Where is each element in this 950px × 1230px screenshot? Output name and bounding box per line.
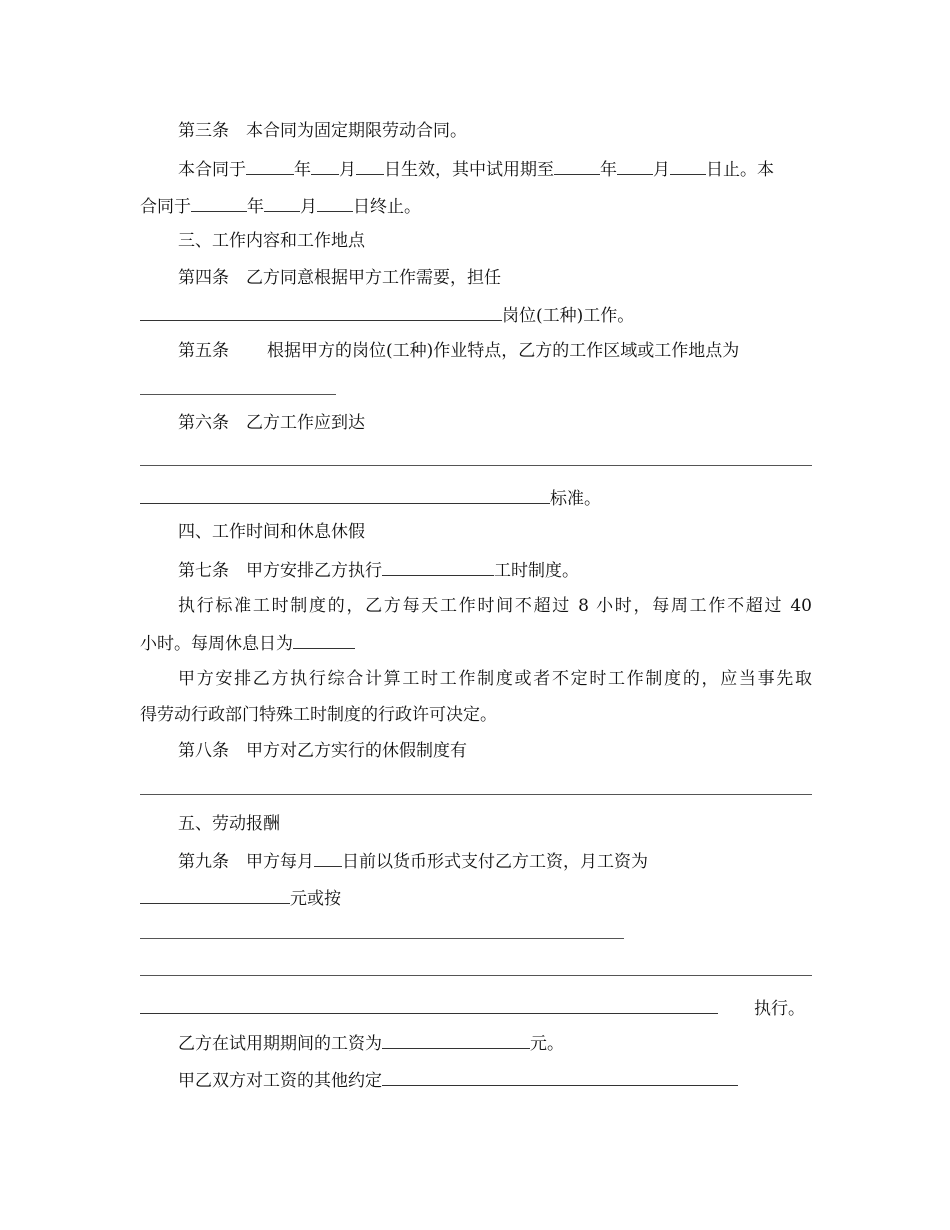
text: 四、工作时间和休息休假 bbox=[178, 522, 365, 542]
start-month-blank[interactable] bbox=[311, 155, 339, 175]
probation-month-blank[interactable] bbox=[617, 155, 653, 175]
pay-day-blank[interactable] bbox=[314, 847, 342, 867]
article-9-line bbox=[178, 847, 812, 873]
salary-method-blank-1[interactable] bbox=[140, 938, 624, 939]
salary-method-blank-2[interactable] bbox=[140, 975, 812, 976]
text: 第四条 乙方同意根据甲方工作需要，担任 bbox=[178, 268, 501, 288]
text: 工时制度。 bbox=[494, 561, 579, 581]
text: 三、工作内容和工作地点 bbox=[178, 231, 365, 251]
text: 月 bbox=[653, 160, 670, 180]
text: 日止。本 bbox=[706, 160, 774, 180]
section-5-heading bbox=[178, 811, 812, 837]
text: 日生效，其中试用期至 bbox=[384, 160, 554, 180]
work-standard-blank-1[interactable] bbox=[140, 465, 812, 466]
probation-salary-blank[interactable] bbox=[382, 1029, 530, 1049]
text: 执行。 bbox=[754, 999, 805, 1019]
other-terms-blank[interactable] bbox=[382, 1066, 738, 1086]
monthly-salary-line bbox=[140, 884, 812, 910]
text: 第六条 乙方工作应到达 bbox=[178, 413, 365, 433]
article-3-text: 第三条 本合同为固定期限劳动合同。 bbox=[178, 121, 467, 141]
text: 第五条 bbox=[178, 341, 229, 361]
text: 年 bbox=[294, 160, 311, 180]
end-year-blank[interactable] bbox=[191, 192, 247, 212]
end-month-blank[interactable] bbox=[264, 192, 300, 212]
contract-dates-line-1 bbox=[178, 155, 812, 181]
work-standard-blank-2[interactable] bbox=[140, 484, 550, 504]
other-salary-terms-line bbox=[178, 1066, 812, 1092]
text: 月 bbox=[339, 160, 356, 180]
text: 第九条 甲方每月 bbox=[178, 852, 314, 872]
text: 年 bbox=[600, 160, 617, 180]
text: 第七条 甲方安排乙方执行 bbox=[178, 561, 382, 581]
text: 年 bbox=[247, 197, 264, 217]
start-year-blank[interactable] bbox=[246, 155, 294, 175]
text: 标准。 bbox=[550, 489, 601, 509]
article-6-standard-line bbox=[140, 484, 812, 510]
special-hours-line-1 bbox=[178, 666, 812, 692]
hours-system-blank[interactable] bbox=[382, 556, 494, 576]
special-hours-line-2 bbox=[140, 702, 812, 728]
text: 日前以货币形式支付乙方工资，月工资为 bbox=[342, 852, 648, 872]
text: 元或按 bbox=[290, 889, 341, 909]
text: 岗位(工种)工作。 bbox=[502, 306, 635, 326]
standard-hours-line-2 bbox=[140, 629, 812, 655]
text: 日终止。 bbox=[353, 197, 421, 217]
text: 根据甲方的岗位(工种)作业特点，乙方的工作区域或工作地点为 bbox=[267, 341, 740, 361]
article-3-line bbox=[178, 118, 812, 144]
article-4-line bbox=[178, 265, 812, 291]
section-4-heading bbox=[178, 519, 812, 545]
article-7-line bbox=[178, 556, 812, 582]
text: 第八条 甲方对乙方实行的休假制度有 bbox=[178, 741, 467, 761]
text: 小时。每周休息日为 bbox=[140, 634, 293, 654]
text: 五、劳动报酬 bbox=[178, 814, 280, 834]
text: 乙方在试用期期间的工资为 bbox=[178, 1034, 382, 1054]
probation-year-blank[interactable] bbox=[554, 155, 600, 175]
article-6-line bbox=[178, 410, 812, 436]
text: 月 bbox=[300, 197, 317, 217]
text: 元。 bbox=[530, 1034, 564, 1054]
start-day-blank[interactable] bbox=[356, 155, 384, 175]
rest-day-blank[interactable] bbox=[293, 629, 355, 649]
article-8-line bbox=[178, 738, 812, 764]
text: 甲方安排乙方执行综合计算工时工作制度或者不定时工作制度的，应当事先取 bbox=[178, 669, 812, 689]
salary-method-blank-3[interactable] bbox=[140, 994, 718, 1014]
text: 合同于 bbox=[140, 197, 191, 217]
probation-day-blank[interactable] bbox=[670, 155, 706, 175]
text: 甲乙双方对工资的其他约定 bbox=[178, 1071, 382, 1091]
article-4-position-line bbox=[140, 301, 812, 327]
leave-system-blank[interactable] bbox=[140, 794, 812, 795]
work-location-blank[interactable] bbox=[140, 394, 336, 395]
salary-method-line bbox=[140, 994, 812, 1020]
article-5-line bbox=[178, 338, 812, 364]
text: 本合同于 bbox=[178, 160, 246, 180]
monthly-salary-blank[interactable] bbox=[140, 884, 290, 904]
contract-dates-line-2 bbox=[140, 192, 812, 218]
text: 得劳动行政部门特殊工时制度的行政许可决定。 bbox=[140, 705, 497, 725]
section-3-heading bbox=[178, 228, 812, 254]
position-blank[interactable] bbox=[140, 301, 502, 321]
end-day-blank[interactable] bbox=[317, 192, 353, 212]
probation-salary-line bbox=[178, 1029, 812, 1055]
standard-hours-line-1 bbox=[178, 593, 812, 619]
text: 执行标准工时制度的，乙方每天工作时间不超过 8 小时，每周工作不超过 40 bbox=[178, 596, 812, 616]
